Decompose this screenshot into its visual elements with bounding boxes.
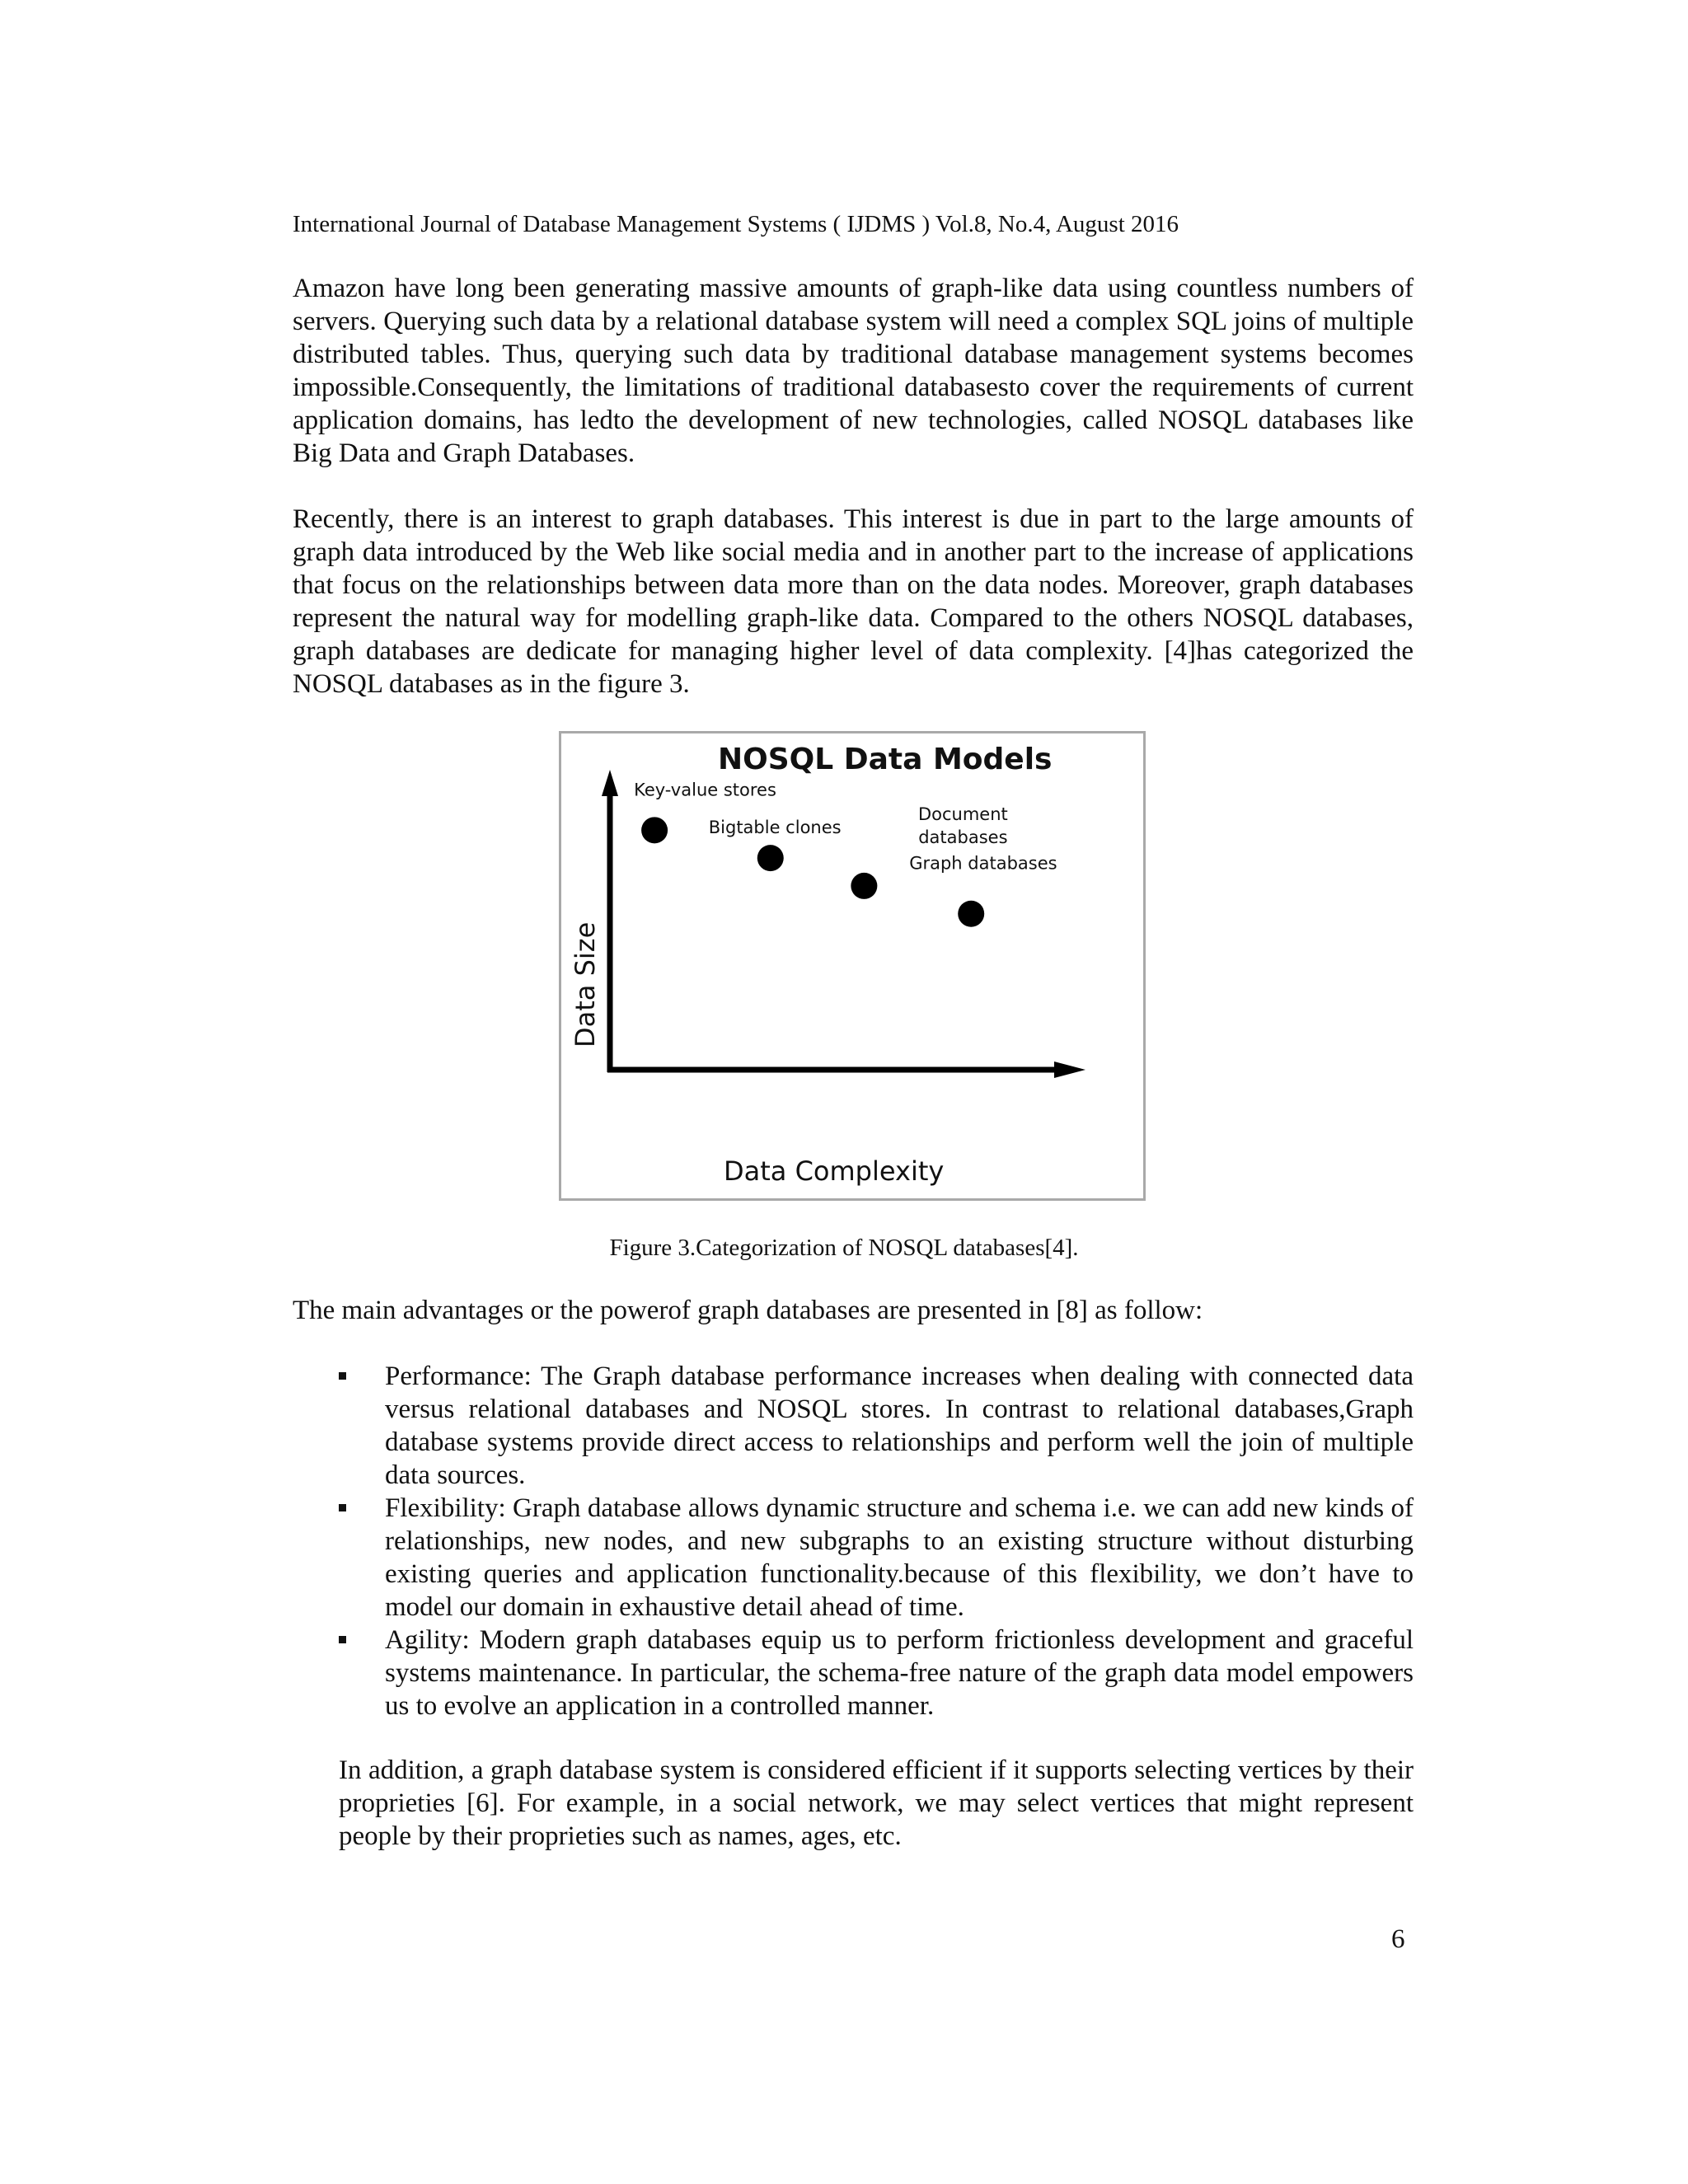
nosql-data-models-chart [561,733,1143,1198]
bullet-square-icon [339,1636,346,1643]
running-header: International Journal of Database Management Systems ( IJDMS ) Vol.8, No.4, August 2016 [293,211,1179,237]
advantages-list [293,1360,1414,1722]
data-point-bigtable-clones [757,845,784,871]
data-label-graph-databases: Graph databases [909,853,1057,874]
data-points [634,780,1057,926]
data-label-document-databases: Document databases [917,804,1008,847]
list-item-text: Flexibility: Graph database allows dynamic structure and schema i.e. we can add new kinds of relationships, new nodes, and new subgraphs to an existing structure without disturbing existing queries and application functionality.because of this flexibility, we don’t have to model our domain in exhaustive detail ahead of time. [385,1493,1414,1622]
x-axis-arrow [1054,1062,1085,1078]
y-axis-label: Data Size [570,921,601,1047]
data-point-key-value-stores [641,817,668,843]
list-item-text: Agility: Modern graph databases equip us to perform frictionless development and graceful systems maintenance. In particular, the schema-free nature of the graph data model empowers us to evolve an application in a controlled manner. [385,1625,1414,1721]
paragraph-1: Amazon have long been generating massive amounts of graph-like data using countless numbers of servers. Querying such data by a relational database system will need a complex SQL joins of multiple distributed tables. Thus, querying such data by traditional database management systems becomes impossible.Consequently, the limitations of traditional databasesto cover the requirements of current application domains, has ledto the development of new technologies, called NOSQL databases like Big Data and Graph Databases. [293,274,1414,468]
paragraph-2: Recently, there is an interest to graph databases. This interest is due in part to the large amounts of graph data introduced by the Web like social media and in another part to the increase of applications that focus on the relationships between data more than on the data nodes. Moreover, graph databases represent the natural way for modelling graph-like data. Compared to the others NOSQL databases, graph databases are dedicate for managing higher level of data complexity. [4]has categorized the NOSQL databases as in the figure 3. [293,504,1414,699]
x-axis-label: Data Complexity [724,1155,945,1187]
bullet-square-icon [339,1504,346,1511]
paragraph-4: In addition, a graph database system is considered efficient if it supports selecting vertices by their proprieties [6]. For example, in a social network, we may select vertices that might represent people by their proprieties such as names, ages, etc. [339,1755,1414,1851]
figure-3 [559,731,1146,1201]
data-point-document-databases [851,873,877,899]
data-label-key-value-stores: Key-value stores [634,780,776,800]
bullet-square-icon [339,1372,346,1380]
chart-title: NOSQL Data Models [718,743,1053,776]
page-number: 6 [1391,1924,1405,1954]
paragraph-3: The main advantages or the powerof graph databases are presented in [8] as follow: [293,1296,1203,1325]
data-point-graph-databases [958,901,984,927]
list-item [293,1492,1414,1624]
list-item-text: Performance: The Graph database performance increases when dealing with connected data versus relational databases and NOSQL stores. In contrast to relational databases,Graph database systems provide direct access to relationships and perform well the join of multiple data sources. [385,1361,1414,1490]
y-axis-arrow [602,770,618,796]
data-label-bigtable-clones: Bigtable clones [708,818,842,838]
list-item [293,1360,1414,1492]
figure-caption: Figure 3.Categorization of NOSQL databases[4]. [609,1235,1079,1261]
list-item [293,1624,1414,1722]
